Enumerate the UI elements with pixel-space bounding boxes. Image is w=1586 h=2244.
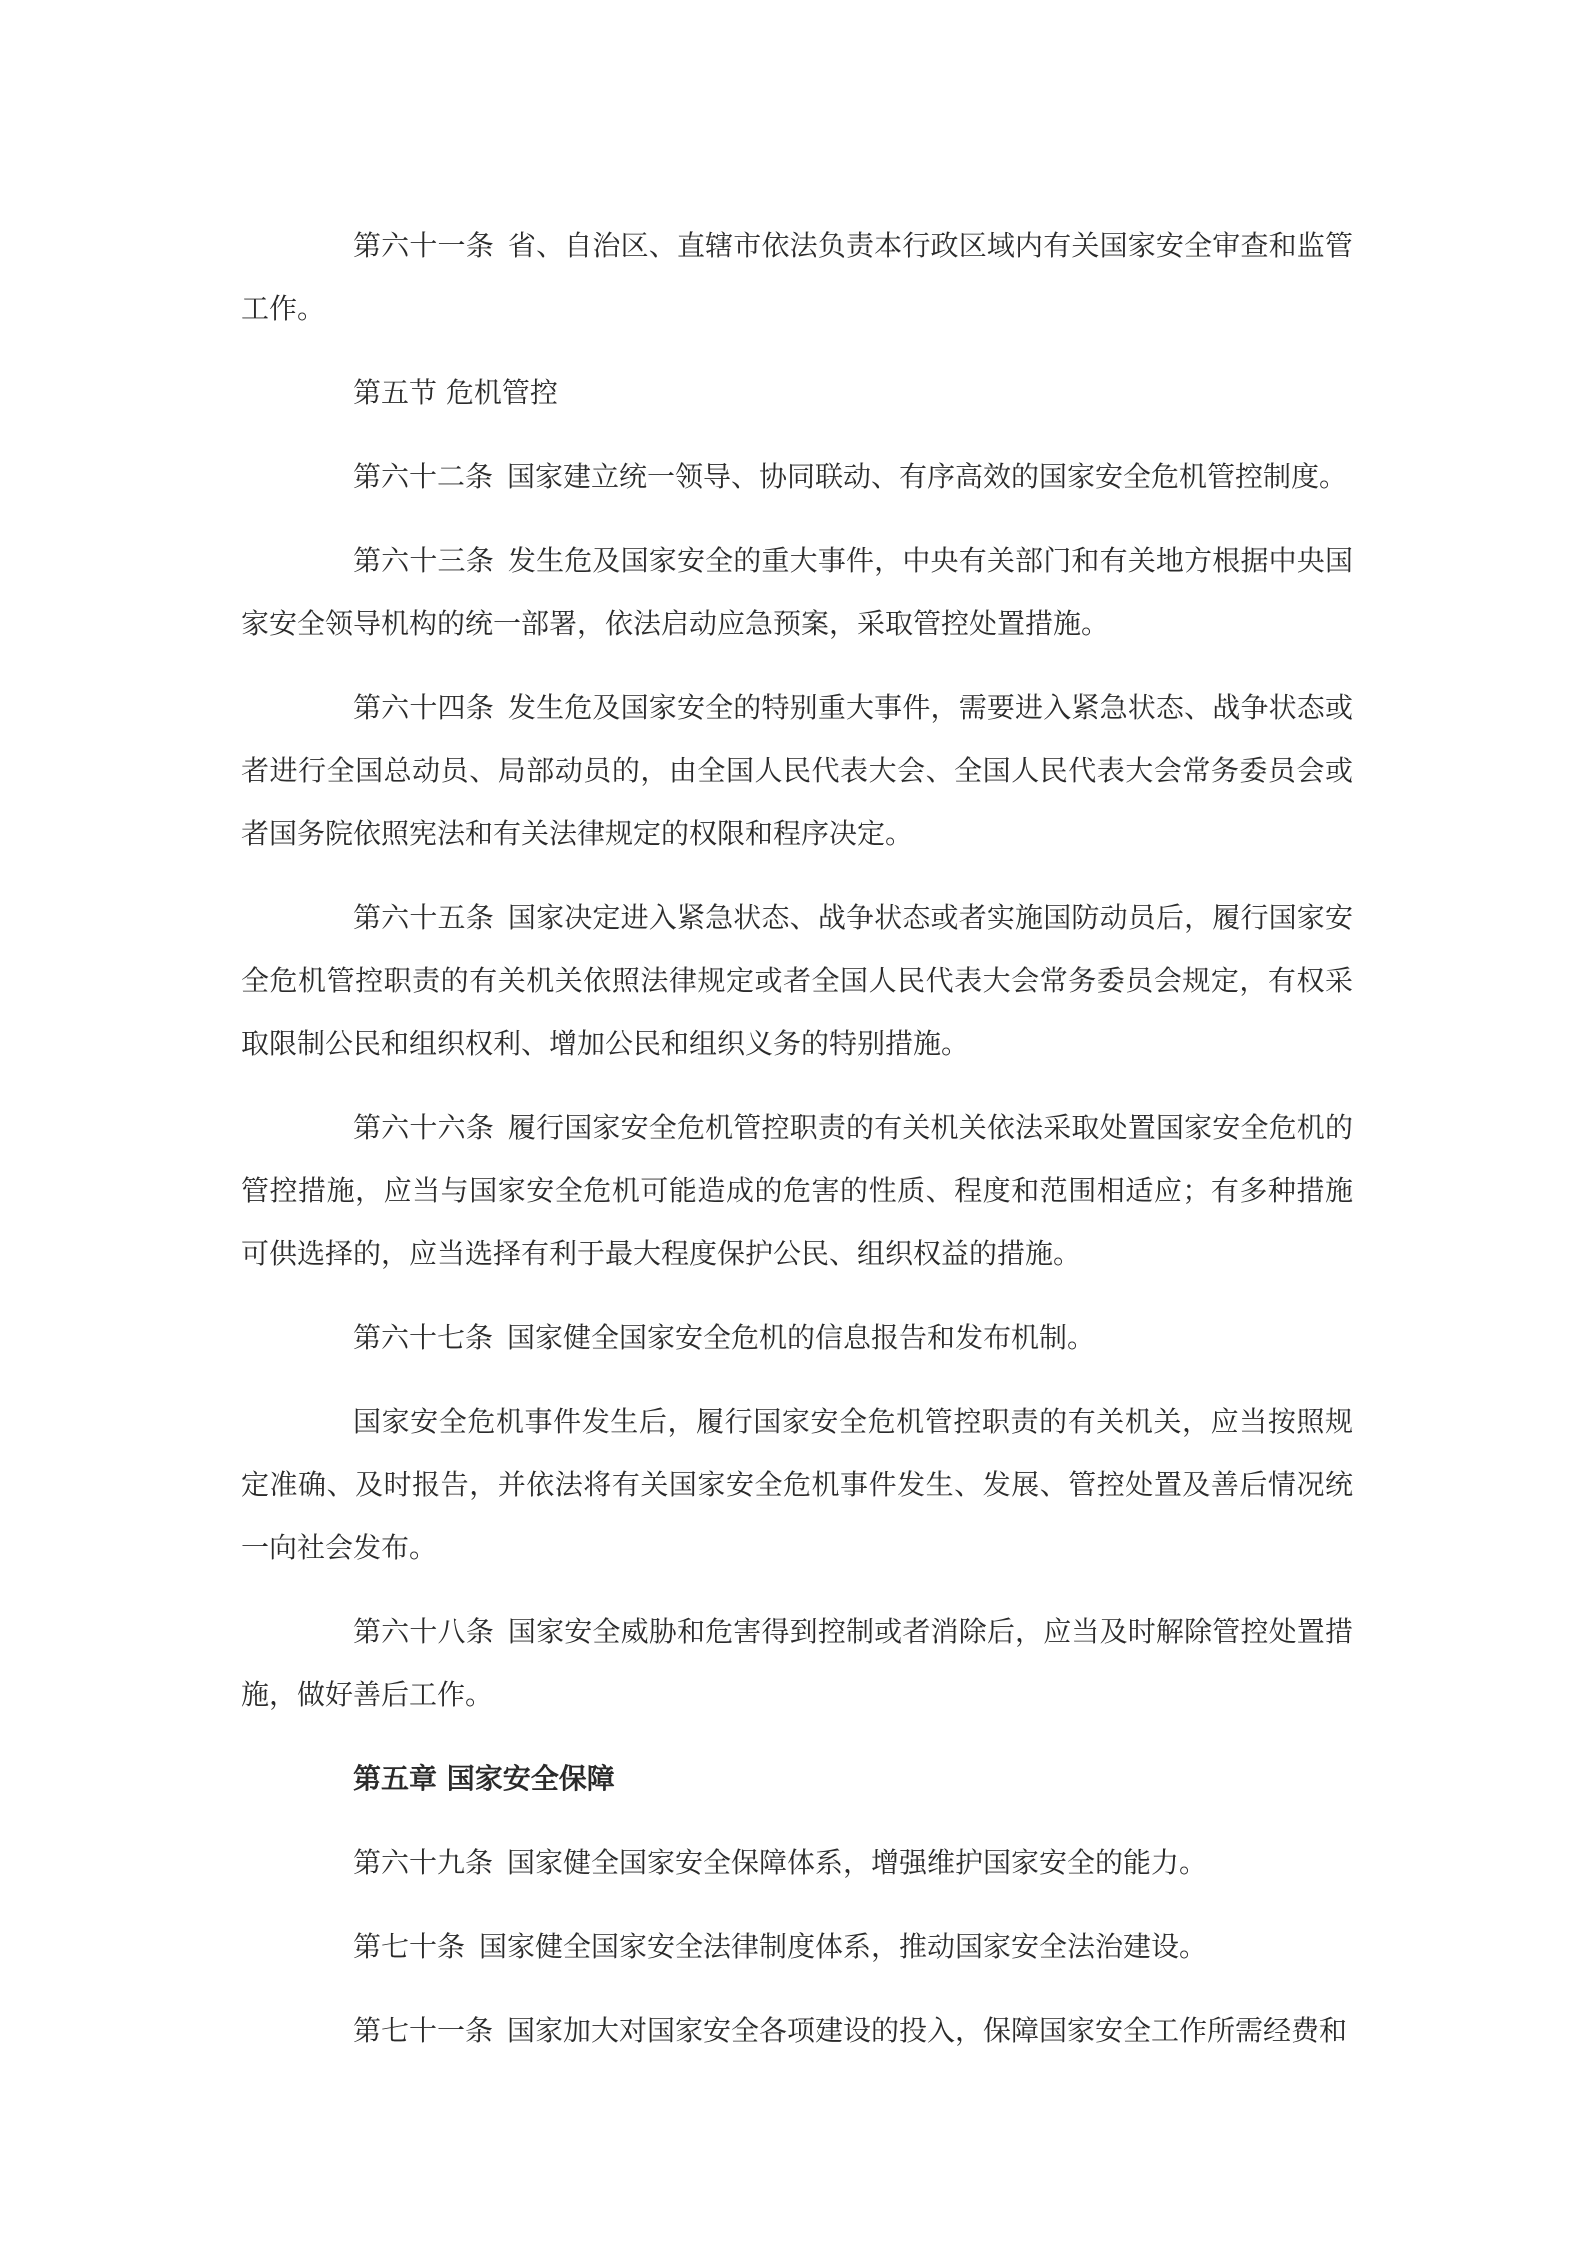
article-67 — [241, 1306, 1353, 1369]
article-text: 发生危及国家安全的特别重大事件，需要进入紧急状态、战争状态或者进行全国总动员、局部动员的，由全国人民代表大会、全国人民代表大会常务委员会或者国务院依照宪法和有关法律规定的权限和程序决定。 — [241, 691, 1353, 850]
article-text: 国家健全国家安全危机的信息报告和发布机制。 — [507, 1321, 1096, 1354]
article-64 — [241, 676, 1353, 865]
law-text-body — [241, 214, 1353, 2083]
section-heading: 第五节 危机管控 — [353, 376, 558, 409]
article-69 — [241, 1831, 1353, 1894]
article-text: 国家安全威胁和危害得到控制或者消除后，应当及时解除管控处置措施，做好善后工作。 — [241, 1615, 1353, 1711]
article-number: 第六十九条 — [353, 1846, 494, 1879]
article-67-paragraph-2: 国家安全危机事件发生后，履行国家安全危机管控职责的有关机关，应当按照规定准确、及时报告，并依法将有关国家安全危机事件发生、发展、管控处置及善后情况统一向社会发布。 — [241, 1405, 1353, 1564]
article-text: 发生危及国家安全的重大事件，中央有关部门和有关地方根据中央国家安全领导机构的统一部署，依法启动应急预案，采取管控处置措施。 — [241, 544, 1353, 640]
article-number: 第六十八条 — [353, 1615, 494, 1648]
article-62 — [241, 445, 1353, 508]
article-number: 第七十一条 — [353, 2014, 494, 2047]
article-61 — [241, 214, 1353, 340]
article-text: 国家建立统一领导、协同联动、有序高效的国家安全危机管控制度。 — [507, 460, 1348, 493]
article-number: 第六十六条 — [353, 1111, 494, 1144]
article-number: 第六十三条 — [353, 544, 494, 577]
article-66 — [241, 1096, 1353, 1285]
article-number: 第六十四条 — [353, 691, 494, 724]
article-70 — [241, 1915, 1353, 1978]
article-65 — [241, 886, 1353, 1075]
article-text: 省、自治区、直辖市依法负责本行政区域内有关国家安全审查和监管工作。 — [241, 229, 1353, 325]
article-number: 第六十七条 — [353, 1321, 494, 1354]
article-text: 国家决定进入紧急状态、战争状态或者实施国防动员后，履行国家安全危机管控职责的有关机关依照法律规定或者全国人民代表大会常务委员会规定，有权采取限制公民和组织权利、增加公民和组织义务的特别措施。 — [241, 901, 1353, 1060]
article-text: 履行国家安全危机管控职责的有关机关依法采取处置国家安全危机的管控措施，应当与国家安全危机可能造成的危害的性质、程度和范围相适应；有多种措施可供选择的，应当选择有利于最大程度保护公民、组织权益的措施。 — [241, 1111, 1353, 1270]
article-63 — [241, 529, 1353, 655]
article-text: 国家加大对国家安全各项建设的投入，保障国家安全工作所需经费和 — [507, 2014, 1348, 2047]
article-68 — [241, 1600, 1353, 1726]
article-number: 第六十一条 — [353, 229, 494, 262]
article-text: 国家健全国家安全保障体系，增强维护国家安全的能力。 — [507, 1846, 1208, 1879]
article-number: 第六十二条 — [353, 460, 494, 493]
chapter-heading: 第五章 国家安全保障 — [353, 1762, 615, 1795]
article-71 — [241, 1999, 1353, 2062]
article-number: 第七十条 — [353, 1930, 466, 1963]
article-number: 第六十五条 — [353, 901, 494, 934]
article-text: 国家健全国家安全法律制度体系，推动国家安全法治建设。 — [479, 1930, 1208, 1963]
